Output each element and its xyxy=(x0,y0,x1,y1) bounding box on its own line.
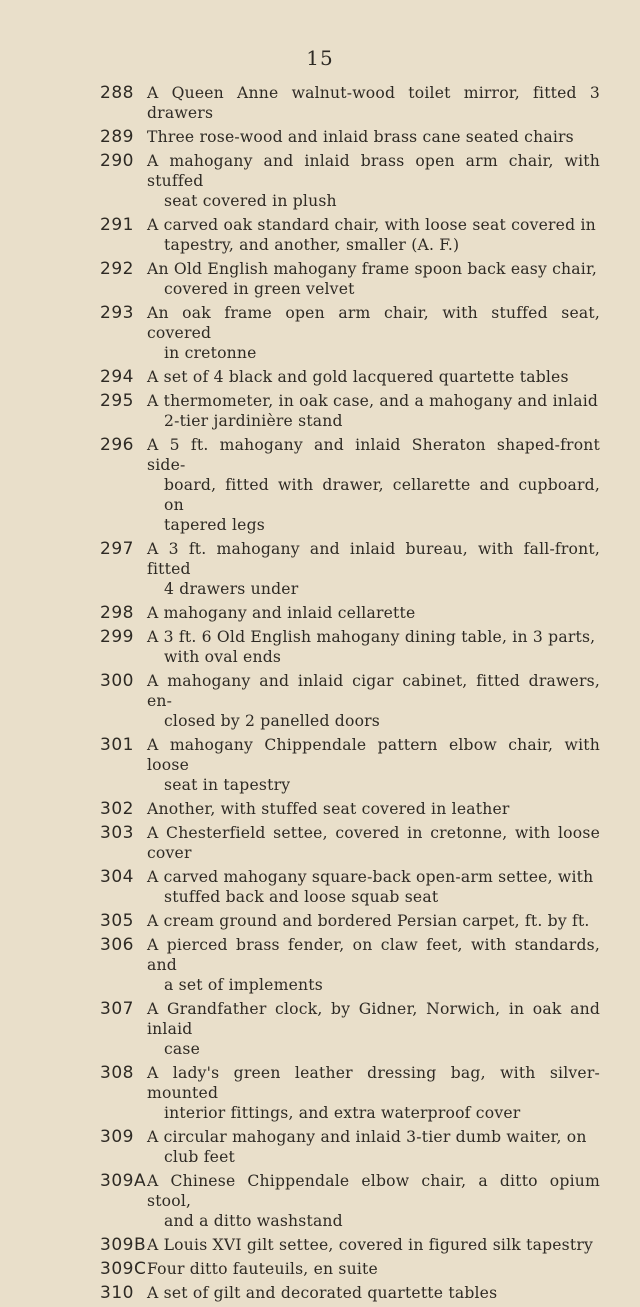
lot-description-line: with oval ends xyxy=(164,648,282,666)
lot-item xyxy=(100,1235,600,1255)
lot-description xyxy=(147,435,600,535)
lot-item xyxy=(100,867,600,907)
lot-description-line: A carved mahogany square-back open-arm settee, with xyxy=(147,868,594,886)
lot-item xyxy=(100,911,600,931)
lot-item xyxy=(100,799,600,819)
lot-description xyxy=(147,1063,600,1123)
lot-description xyxy=(147,83,600,123)
lot-number: 307 xyxy=(100,999,134,1019)
lot-number: 290 xyxy=(100,151,134,171)
lot-number: 299 xyxy=(100,627,134,647)
lot-number: 289 xyxy=(100,127,134,147)
page-number: 15 xyxy=(306,46,334,70)
lot-number: 291 xyxy=(100,215,134,235)
lot-description xyxy=(147,1259,600,1279)
lot-description-line: A 3 ft. 6 Old English mahogany dining table, in 3 parts, xyxy=(147,628,596,646)
lot-number: 309B xyxy=(100,1235,147,1255)
lot-number: 309 xyxy=(100,1127,134,1147)
lot-description xyxy=(147,367,600,387)
lot-item xyxy=(100,1283,600,1303)
lot-description-line: A lady's green leather dressing bag, with silver-mounted xyxy=(147,1064,600,1102)
lot-description-line: interior fittings, and extra waterproof cover xyxy=(164,1104,521,1122)
lot-number: 288 xyxy=(100,83,134,103)
lot-description-line: A mahogany and inlaid cigar cabinet, fitted drawers, en- xyxy=(147,672,600,710)
lot-item xyxy=(100,151,600,211)
lot-description-line: case xyxy=(164,1040,201,1058)
lot-number: 305 xyxy=(100,911,134,931)
lot-description xyxy=(147,799,600,819)
lot-number: 310 xyxy=(100,1283,134,1303)
lot-number: 303 xyxy=(100,823,134,843)
lot-description xyxy=(147,215,600,255)
lot-description-line: A set of gilt and decorated quartette tables xyxy=(147,1284,498,1302)
lot-description xyxy=(147,1283,600,1303)
lot-number: 292 xyxy=(100,259,134,279)
lot-item xyxy=(100,627,600,667)
lot-description-line: covered in green velvet xyxy=(164,280,355,298)
lot-item xyxy=(100,127,600,147)
lot-description-line: seat covered in plush xyxy=(164,192,337,210)
lot-item xyxy=(100,539,600,599)
lot-item xyxy=(100,671,600,731)
lot-description xyxy=(147,603,600,623)
lot-item xyxy=(100,1259,600,1279)
lot-description-line: A mahogany and inlaid brass open arm chair, with stuffed xyxy=(147,152,600,190)
lot-item xyxy=(100,603,600,623)
lot-description-line: A set of 4 black and gold lacquered quartette tables xyxy=(147,368,569,386)
lot-number: 301 xyxy=(100,735,134,755)
lot-number: 297 xyxy=(100,539,134,559)
lot-description-line: An oak frame open arm chair, with stuffed seat, covered xyxy=(147,304,600,342)
lot-description-line: closed by 2 panelled doors xyxy=(164,712,381,730)
lot-description-line: and a ditto washstand xyxy=(164,1212,343,1230)
lot-description-line: A Chinese Chippendale elbow chair, a ditto opium stool, xyxy=(147,1172,600,1210)
lot-description-line: Three rose-wood and inlaid brass cane seated chairs xyxy=(147,128,574,146)
lot-description xyxy=(147,539,600,599)
lot-description-line: A Queen Anne walnut-wood toilet mirror, fitted 3 drawers xyxy=(147,84,600,122)
lot-description-line: A carved oak standard chair, with loose seat covered in xyxy=(147,216,596,234)
lot-item xyxy=(100,735,600,795)
lot-number: 309C xyxy=(100,1259,147,1279)
lot-item xyxy=(100,1127,600,1167)
lot-description xyxy=(147,127,600,147)
lot-description xyxy=(147,999,600,1059)
lot-item xyxy=(100,367,600,387)
lot-description-line: in cretonne xyxy=(164,344,257,362)
lot-description-line: A thermometer, in oak case, and a mahogany and inlaid xyxy=(147,392,599,410)
lot-number: 293 xyxy=(100,303,134,323)
lot-description-line: A Louis XVI gilt settee, covered in figured silk tapestry xyxy=(147,1236,594,1254)
lot-description-line: board, fitted with drawer, cellarette and cupboard, on xyxy=(164,476,600,514)
lot-description-line: A 3 ft. mahogany and inlaid bureau, with fall-front, fitted xyxy=(147,540,600,578)
lot-description-line: tapestry, and another, smaller (A. F.) xyxy=(164,236,460,254)
lot-number: 309A xyxy=(100,1171,147,1191)
lot-item xyxy=(100,391,600,431)
lot-number: 295 xyxy=(100,391,134,411)
lot-description-line: club feet xyxy=(164,1148,235,1166)
lot-description xyxy=(147,1235,600,1255)
lot-list xyxy=(100,83,600,1307)
lot-number: 304 xyxy=(100,867,134,887)
lot-description-line: 2-tier jardinière stand xyxy=(164,412,343,430)
lot-description-line: stuffed back and loose squab seat xyxy=(164,888,439,906)
lot-item xyxy=(100,823,600,863)
lot-item xyxy=(100,83,600,123)
lot-description xyxy=(147,911,600,931)
lot-item xyxy=(100,259,600,299)
lot-description xyxy=(147,627,600,667)
lot-number: 308 xyxy=(100,1063,134,1083)
lot-description-line: A Chesterfield settee, covered in cretonne, with loose cover xyxy=(147,824,600,862)
lot-description-line: A cream ground and bordered Persian carpet, ft. by ft. xyxy=(147,912,590,930)
lot-item xyxy=(100,435,600,535)
lot-description-line: A mahogany and inlaid cellarette xyxy=(147,604,416,622)
lot-description-line: A circular mahogany and inlaid 3-tier dumb waiter, on xyxy=(147,1128,587,1146)
lot-item xyxy=(100,935,600,995)
lot-description xyxy=(147,303,600,363)
lot-number: 296 xyxy=(100,435,134,455)
lot-number: 298 xyxy=(100,603,134,623)
lot-number: 300 xyxy=(100,671,134,691)
lot-number: 302 xyxy=(100,799,134,819)
lot-description-line: tapered legs xyxy=(164,516,265,534)
lot-description-line: A Grandfather clock, by Gidner, Norwich, in oak and inlaid xyxy=(147,1000,600,1038)
lot-item xyxy=(100,215,600,255)
lot-description-line: A 5 ft. mahogany and inlaid Sheraton shaped-front side- xyxy=(147,436,600,474)
lot-description xyxy=(147,823,600,863)
lot-number: 306 xyxy=(100,935,134,955)
lot-description-line: 4 drawers under xyxy=(164,580,299,598)
lot-description xyxy=(147,735,600,795)
lot-item xyxy=(100,999,600,1059)
lot-description xyxy=(147,671,600,731)
lot-description xyxy=(147,391,600,431)
lot-item xyxy=(100,1171,600,1231)
lot-description-line: seat in tapestry xyxy=(164,776,291,794)
lot-description xyxy=(147,1171,600,1231)
lot-description xyxy=(147,259,600,299)
lot-description-line: Four ditto fauteuils, en suite xyxy=(147,1260,378,1278)
lot-description xyxy=(147,1127,600,1167)
lot-item xyxy=(100,303,600,363)
lot-number: 294 xyxy=(100,367,134,387)
lot-description-line: Another, with stuffed seat covered in leather xyxy=(147,800,510,818)
lot-description-line: A mahogany Chippendale pattern elbow chair, with loose xyxy=(147,736,600,774)
lot-description-line: An Old English mahogany frame spoon back easy chair, xyxy=(147,260,598,278)
lot-description-line: a set of implements xyxy=(164,976,323,994)
lot-description xyxy=(147,935,600,995)
lot-description xyxy=(147,151,600,211)
lot-item xyxy=(100,1063,600,1123)
lot-description-line: A pierced brass fender, on claw feet, with standards, and xyxy=(147,936,600,974)
lot-description xyxy=(147,867,600,907)
